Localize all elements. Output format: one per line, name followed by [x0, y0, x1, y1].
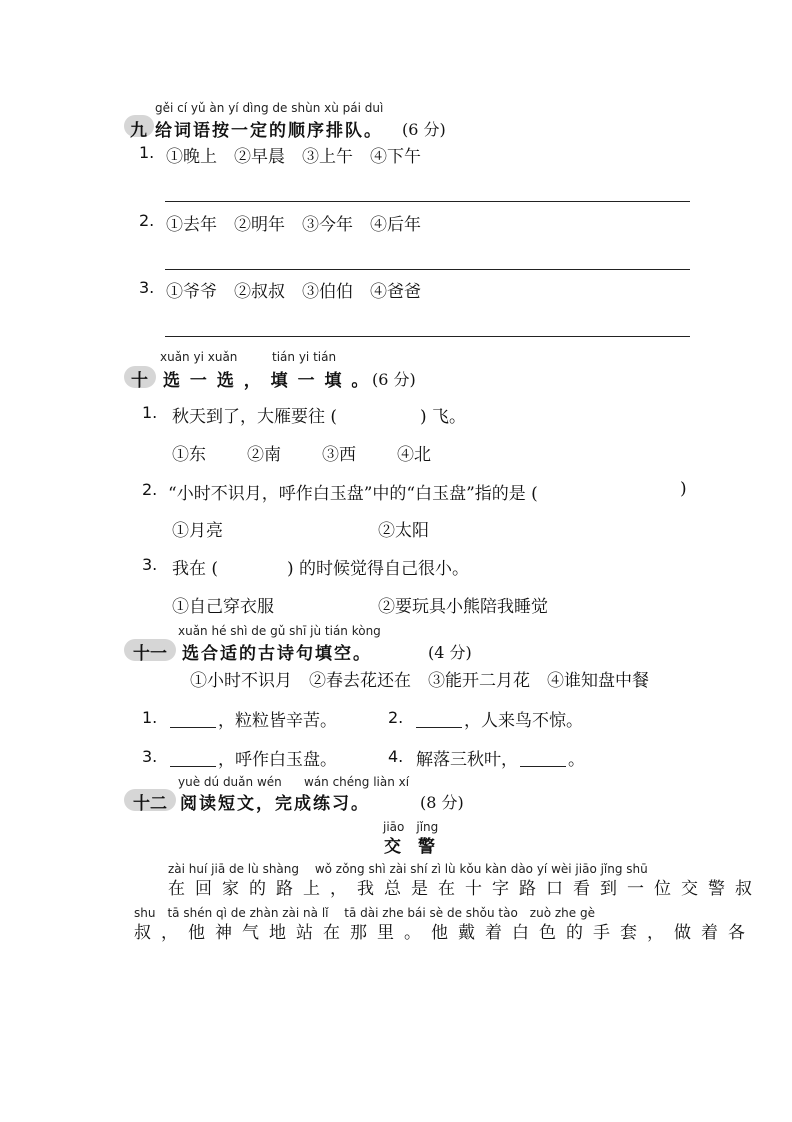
- option: ②南: [247, 445, 281, 465]
- section10-q2-text: “小时不识月，呼作白玉盘”中的“白玉盘”指的是 (: [168, 484, 538, 504]
- section11-q4-number: 4.: [388, 747, 404, 766]
- fill-blank[interactable]: [520, 766, 566, 767]
- section11-q3-number: 3.: [142, 747, 158, 766]
- answer-line: [165, 336, 690, 337]
- answer-line: [165, 201, 690, 202]
- section11-title: 选合适的古诗句填空。: [182, 644, 372, 664]
- section10-q1-tail: ) 飞。: [420, 407, 467, 427]
- section10-q3-text: 我在 (: [172, 559, 219, 579]
- section10-number: 十: [131, 371, 148, 391]
- fill-blank[interactable]: [170, 727, 216, 728]
- fill-blank[interactable]: [170, 766, 216, 767]
- section9-title: 给词语按一定的顺序排队。: [155, 121, 383, 141]
- story-line1-pinyin: zài huí jiā de lù shàng wǒ zǒng shì zài shí zì lù kǒu kàn dào yí wèi jiāo jǐng shū: [168, 862, 648, 876]
- section9-q1-items: ①晚上 ②早晨 ③上午 ④下午: [166, 147, 421, 167]
- section11-q2-text: ，人来鸟不惊。: [464, 711, 583, 731]
- section11-pinyin: xuǎn hé shì de gǔ shī jù tián kòng: [178, 624, 381, 638]
- section11-q4: [416, 745, 585, 770]
- section9-q2-number: 2.: [139, 211, 155, 230]
- section11-q2: [414, 706, 583, 731]
- section11-q3-text: ，呼作白玉盘。: [218, 750, 337, 770]
- option: ③西: [322, 445, 356, 465]
- section11-q2-number: 2.: [388, 708, 404, 727]
- section11-options: ①小时不识月 ②春去花还在 ③能开二月花 ④谁知盘中餐: [190, 671, 649, 691]
- section11-q4-tail: 。: [568, 750, 585, 770]
- story-line2: 叔，他神气地站在那里。他戴着白色的手套，做着各: [134, 923, 755, 943]
- section10-pinyin-1: xuǎn yi xuǎn: [160, 350, 238, 364]
- section11-q3: [168, 745, 337, 770]
- option: ②要玩具小熊陪我睡觉: [378, 597, 548, 617]
- section12-pinyin-1: yuè dú duǎn wén: [178, 775, 282, 789]
- section10-pinyin-2: tián yi tián: [272, 350, 337, 364]
- story-title: 交 警: [384, 837, 435, 857]
- section9-pinyin: gěi cí yǔ àn yí dìng de shùn xù pái duì: [155, 101, 384, 115]
- option: ④北: [397, 445, 431, 465]
- section9-q3-items: ①爷爷 ②叔叔 ③伯伯 ④爸爸: [166, 282, 421, 302]
- option: ①自己穿衣服: [172, 597, 274, 617]
- section11-q4-text: 解落三秋叶，: [416, 750, 518, 770]
- option: ①东: [172, 445, 206, 465]
- story-line2-pinyin: shu tā shén qì de zhàn zài nà lǐ tā dài zhe bái sè de shǒu tào zuò zhe gè: [134, 906, 595, 920]
- section11-number: 十一: [133, 644, 167, 664]
- section11-score: (4 分): [428, 643, 472, 662]
- section12-title: 阅读短文，完成练习。: [180, 794, 370, 814]
- section12-number: 十二: [133, 794, 167, 814]
- section10-q1-text: 秋天到了，大雁要往 (: [172, 407, 338, 427]
- section9-q1-number: 1.: [139, 143, 155, 162]
- section9-score: (6 分): [402, 120, 446, 139]
- section9-number: 九: [130, 121, 147, 141]
- section11-q1: [168, 706, 337, 731]
- section10-score: (6 分): [372, 370, 416, 389]
- section9-q3-number: 3.: [139, 278, 155, 297]
- section10-q3-number: 3.: [142, 555, 158, 574]
- section12-pinyin-2: wán chéng liàn xí: [304, 775, 410, 789]
- answer-line: [165, 269, 690, 270]
- story-title-pinyin: jiāo jǐng: [383, 820, 439, 834]
- story-line1: 在回家的路上，我总是在十字路口看到一位交警叔: [168, 879, 762, 899]
- section11-q1-text: ，粒粒皆辛苦。: [218, 711, 337, 731]
- section10-q2-number: 2.: [142, 480, 158, 499]
- section10-q1-number: 1.: [142, 403, 158, 422]
- section12-score: (8 分): [420, 793, 464, 812]
- option: ②太阳: [378, 521, 429, 541]
- section11-q1-number: 1.: [142, 708, 158, 727]
- section10-q2-tail: ): [680, 479, 687, 499]
- section9-q2-items: ①去年 ②明年 ③今年 ④后年: [166, 215, 421, 235]
- section10-title: 选 一 选 ， 填 一 填 。: [163, 371, 371, 391]
- section10-q3-tail: ) 的时候觉得自己很小。: [287, 559, 470, 579]
- fill-blank[interactable]: [416, 727, 462, 728]
- option: ①月亮: [172, 521, 223, 541]
